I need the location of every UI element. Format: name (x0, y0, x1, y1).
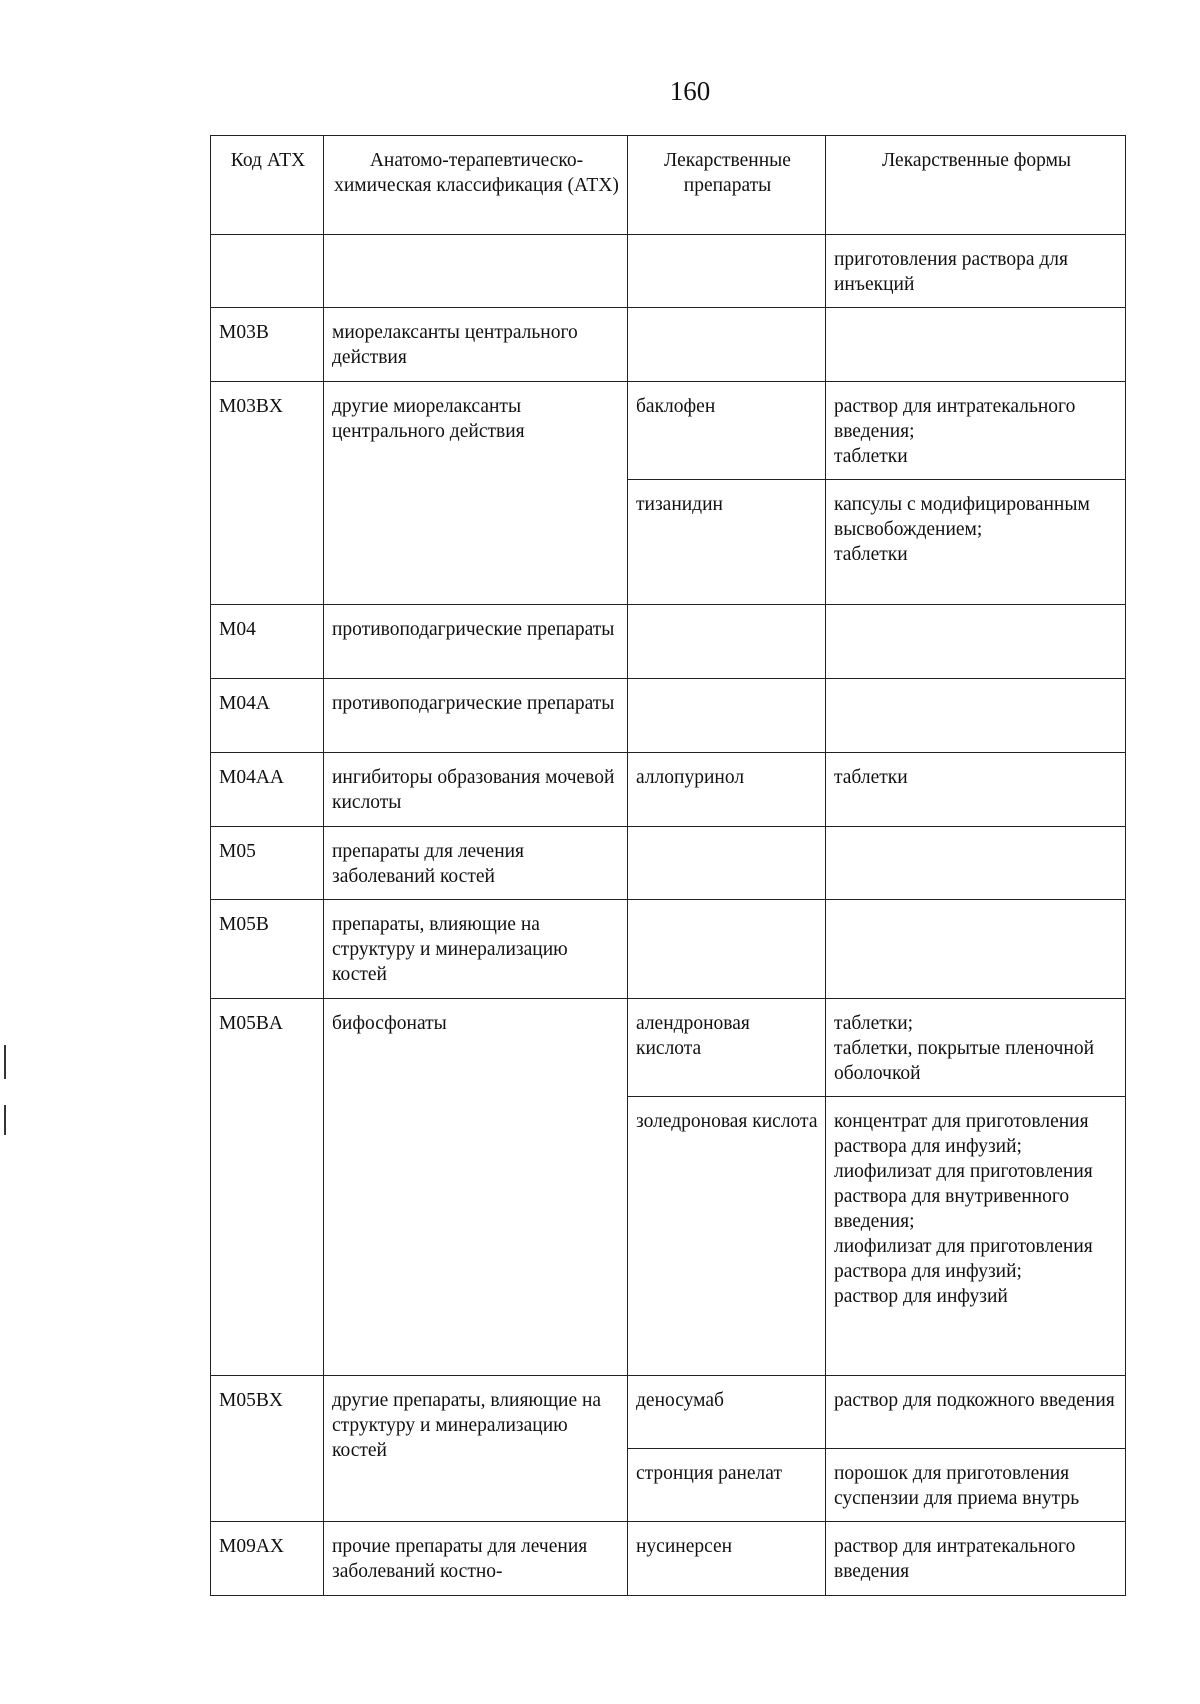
cell-drug: нусинерсен (628, 1522, 826, 1596)
cell-drug: тизанидин (628, 480, 826, 605)
cell-class: миорелаксанты центрального действия (324, 308, 628, 382)
cell-class: другие препараты, влияющие на структуру и минерализацию костей (324, 1376, 628, 1522)
cell-forms (826, 827, 1126, 900)
cell-code: M03BX (211, 382, 324, 605)
cell-forms: концентрат для приготовления раствора для инфузий; лиофилизат для приготовления раствора для внутривенного введения; лиофилизат для приготовления раствора для инфузий; раствор для инфузий (826, 1097, 1126, 1376)
cell-forms: раствор для интратекального введения (826, 1522, 1126, 1596)
table-row (211, 753, 1126, 827)
cell-class: препараты для лечения заболеваний костей (324, 827, 628, 900)
cell-drug (628, 827, 826, 900)
cell-drug (628, 235, 826, 308)
cell-forms (826, 679, 1126, 753)
cell-drug: баклофен (628, 382, 826, 480)
table-header-row (211, 136, 1126, 235)
cell-class (324, 235, 628, 308)
cell-code: M05 (211, 827, 324, 900)
header-atx-code: Код АТХ (211, 136, 324, 235)
table-row (211, 1522, 1126, 1596)
table-row (211, 382, 1126, 480)
cell-code: M04 (211, 605, 324, 679)
cell-forms (826, 308, 1126, 382)
cell-code: M04A (211, 679, 324, 753)
cell-class: противоподагрические препараты (324, 605, 628, 679)
cell-code (211, 235, 324, 308)
cell-class: другие миорелаксанты центрального действия (324, 382, 628, 605)
cell-class: противоподагрические препараты (324, 679, 628, 753)
cell-class: прочие препараты для лечения заболеваний костно- (324, 1522, 628, 1596)
cell-class: ингибиторы образования мочевой кислоты (324, 753, 628, 827)
cell-forms (826, 900, 1126, 999)
table-row (211, 1376, 1126, 1449)
cell-class: препараты, влияющие на структуру и минерализацию костей (324, 900, 628, 999)
table-row (211, 235, 1126, 308)
atx-drug-table (210, 135, 1126, 1596)
cell-drug (628, 900, 826, 999)
cell-forms: порошок для приготовления суспензии для приема внутрь (826, 1449, 1126, 1522)
cell-drug: алендроновая кислота (628, 999, 826, 1097)
cell-forms (826, 605, 1126, 679)
header-atx-classification: Анатомо-терапевтическо-химическая классификация (АТХ) (324, 136, 628, 235)
cell-code: M09AX (211, 1522, 324, 1596)
cell-code: M03B (211, 308, 324, 382)
table-row (211, 827, 1126, 900)
cell-drug (628, 308, 826, 382)
cell-code: M05B (211, 900, 324, 999)
page-number: 160 (669, 76, 711, 106)
cell-drug (628, 679, 826, 753)
cell-drug: аллопуринол (628, 753, 826, 827)
cell-forms: капсулы с модифицированным высвобождением; таблетки (826, 480, 1126, 605)
table-row (211, 999, 1126, 1097)
cell-forms: раствор для интратекального введения; таблетки (826, 382, 1126, 480)
cell-drug: деносумаб (628, 1376, 826, 1449)
cell-drug: стронция ранелат (628, 1449, 826, 1522)
scan-artifact-mark (4, 1105, 6, 1135)
cell-drug (628, 605, 826, 679)
cell-forms: таблетки (826, 753, 1126, 827)
cell-forms: таблетки; таблетки, покрытые пленочной оболочкой (826, 999, 1126, 1097)
table-row (211, 605, 1126, 679)
cell-class: бифосфонаты (324, 999, 628, 1376)
table-row (211, 308, 1126, 382)
cell-drug: золедроновая кислота (628, 1097, 826, 1376)
cell-forms: раствор для подкожного введения (826, 1376, 1126, 1449)
cell-forms: приготовления раствора для инъекций (826, 235, 1126, 308)
scan-artifact-mark (4, 1045, 6, 1079)
header-drugs: Лекарственные препараты (628, 136, 826, 235)
table-row (211, 679, 1126, 753)
cell-code: M04AA (211, 753, 324, 827)
cell-code: M05BA (211, 999, 324, 1376)
header-dosage-forms: Лекарственные формы (826, 136, 1126, 235)
cell-code: M05BX (211, 1376, 324, 1522)
table-row (211, 900, 1126, 999)
